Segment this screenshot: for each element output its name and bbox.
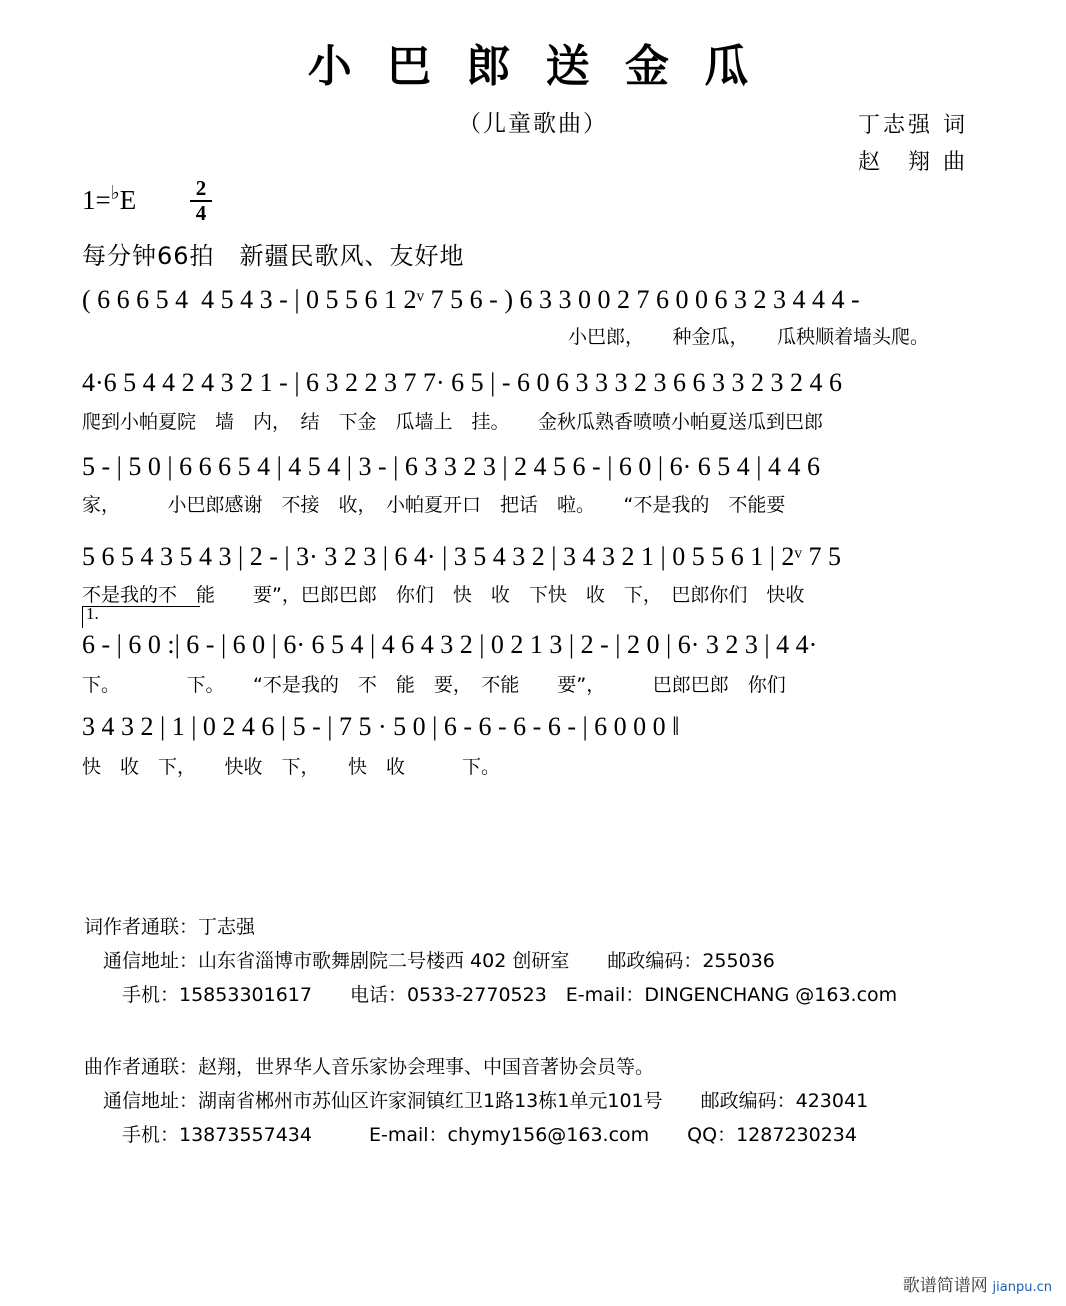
repeat-bracket-line: [82, 606, 200, 607]
music-line-5: 6 - | 6 0 :| 6 - | 6 0 | 6· 6 5 4 | 4 6 4 3 2 | 0 2 1 3 | 2 - | 2 0 | 6· 3 2 3 | 4 4·: [82, 630, 818, 659]
lyricist-credit: 丁志强 词: [858, 113, 968, 138]
music-line-6: 3 4 3 2 | 1 | 0 2 4 6 | 5 - | 7 5 · 5 0 | 6 - 6 - 6 - 6 - | 6 0 0 0 ‖: [82, 712, 680, 741]
site-url: jianpu.cn: [992, 1280, 1052, 1295]
lyric-line-2: 爬到小帕夏院 墙 内， 结 下金 瓜墙上 挂。 金秋瓜熟香喷喷小帕夏送瓜到巴郎: [82, 411, 824, 433]
lyric-line-1: 小巴郎， 种金瓜， 瓜秧顺着墙头爬。: [568, 326, 930, 348]
music-line-1: ( 6 6 6 5 4 4 5 4 3 - | 0 5 5 6 1 2ᵛ 7 5 6 - ) 6 3 3 0 0 2 7 6 0 0 6 3 2 3 4 4 4 -: [82, 285, 860, 314]
lyric-line-3: 家， 小巴郎感谢 不接 收， 小帕夏开口 把话 啦。 “不是我的 不能要: [82, 494, 786, 516]
repeat-bracket-tick: [82, 606, 83, 628]
music-line-4: 5 6 5 4 3 5 4 3 | 2 - | 3· 3 2 3 | 6 4· | 3 5 4 3 2 | 3 4 3 2 1 | 0 5 5 6 1 | 2ᵛ 7 5: [82, 542, 842, 571]
lyricist-contact-line-2: 通信地址：山东省淄博市歌舞剧院二号楼西 402 创研室 邮政编码：255036: [84, 950, 775, 972]
key-signature: [82, 182, 136, 216]
repeat-ending-number: 1.: [86, 604, 99, 623]
music-line-2: 4·6 5 4 4 2 4 3 2 1 - | 6 3 2 2 3 7 7· 6 5 | - 6 0 6 3 3 3 2 3 6 6 3 3 2 3 2 4 6: [82, 368, 843, 397]
key-accidental: ♭: [110, 183, 120, 204]
meter-bottom: 4: [195, 201, 207, 225]
key-label: 1=: [82, 185, 111, 215]
time-signature: [186, 178, 216, 224]
key-name: E: [119, 185, 137, 215]
site-watermark: [903, 1271, 1052, 1296]
site-brand: 歌谱简谱网: [902, 1276, 988, 1296]
lyric-line-4: 不是我的不 能 要”，巴郎巴郎 你们 快 收 下快 收 下， 巴郎你们 快收: [82, 584, 805, 606]
lyric-line-6: 快 收 下， 快收 下， 快 收 下。: [82, 756, 501, 778]
lyricist-contact-line-3: 手机：15853301617 电话：0533-2770523 E-mail：DINGENCHANG @163.com: [84, 984, 898, 1006]
tempo-marking: 每分钟66拍 新疆民歌风、友好地: [82, 242, 465, 270]
subtitle: （儿童歌曲）: [458, 111, 608, 137]
lyricist-contact-line-1: 词作者通联：丁志强: [84, 916, 256, 938]
page-title: 小 巴 郎 送 金 瓜: [307, 41, 759, 92]
composer-contact-line-1: 曲作者通联：赵翔，世界华人音乐家协会理事、中国音著协会员等。: [84, 1056, 655, 1078]
lyric-line-5: 下。 下。 “不是我的 不 能 要， 不能 要”， 巴郎巴郎 你们: [82, 674, 786, 696]
music-line-3: 5 - | 5 0 | 6 6 6 5 4 | 4 5 4 | 3 - | 6 3 3 2 3 | 2 4 5 6 - | 6 0 | 6· 6 5 4 | 4 4 6: [82, 452, 820, 481]
meter-top: 2: [195, 176, 207, 200]
composer-credit: 赵 翔 曲: [858, 150, 968, 175]
composer-contact-line-3: 手机：13873557434 E-mail：chymy156@163.com QQ：1287230234: [84, 1124, 857, 1146]
composer-contact-line-2: 通信地址：湖南省郴州市苏仙区许家洞镇红卫1路13栋1单元101号 邮政编码：423041: [84, 1090, 869, 1112]
